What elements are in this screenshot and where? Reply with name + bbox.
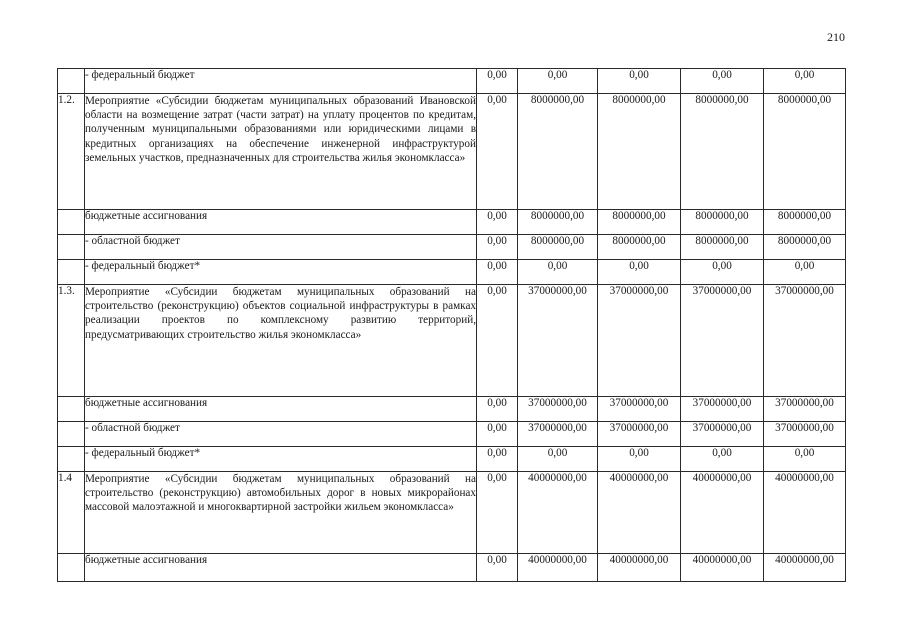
table-row [58, 554, 846, 582]
row-description-cell: - федеральный бюджет* [85, 260, 477, 285]
value-cell-col-4: 0,00 [681, 69, 764, 94]
row-number-cell [58, 210, 85, 235]
table-row [58, 422, 846, 447]
value-cell-col-1: 0,00 [477, 397, 518, 422]
value-cell-col-5: 0,00 [764, 69, 846, 94]
value-cell-col-5: 0,00 [764, 260, 846, 285]
value-cell-col-1: 0,00 [477, 69, 518, 94]
row-description-cell: - областной бюджет [85, 422, 477, 447]
row-description-cell: Мероприятие «Субсидии бюджетам муниципальных образований Ивановской области на возмещение затрат (части затрат) на уплату процентов по кредитам, полученным муниципальными образованиями или юридическими лицами в кредитных организациях на обеспечение инженерной инфраструктурой земельных участков, предназначенных для строительства жилья экономкласса» [85, 94, 477, 210]
value-cell-col-2: 0,00 [518, 447, 598, 472]
value-cell-col-3: 40000000,00 [598, 554, 681, 582]
row-description-cell: бюджетные ассигнования [85, 397, 477, 422]
row-description-cell: бюджетные ассигнования [85, 554, 477, 582]
row-description-cell: - областной бюджет [85, 235, 477, 260]
value-cell-col-2: 0,00 [518, 260, 598, 285]
row-description-cell: бюджетные ассигнования [85, 210, 477, 235]
value-cell-col-3: 8000000,00 [598, 210, 681, 235]
value-cell-col-1: 0,00 [477, 472, 518, 554]
row-description-cell: - федеральный бюджет* [85, 447, 477, 472]
value-cell-col-1: 0,00 [477, 554, 518, 582]
value-cell-col-4: 8000000,00 [681, 235, 764, 260]
value-cell-col-2: 0,00 [518, 69, 598, 94]
budget-table [57, 68, 846, 582]
row-number-cell [58, 260, 85, 285]
table-row [58, 260, 846, 285]
table-row [58, 210, 846, 235]
table-row [58, 397, 846, 422]
value-cell-col-3: 37000000,00 [598, 422, 681, 447]
table-row [58, 94, 846, 210]
value-cell-col-1: 0,00 [477, 447, 518, 472]
value-cell-col-1: 0,00 [477, 94, 518, 210]
table-row [58, 285, 846, 397]
value-cell-col-4: 8000000,00 [681, 210, 764, 235]
value-cell-col-3: 8000000,00 [598, 94, 681, 210]
value-cell-col-3: 0,00 [598, 69, 681, 94]
value-cell-col-5: 40000000,00 [764, 472, 846, 554]
value-cell-col-2: 37000000,00 [518, 285, 598, 397]
value-cell-col-1: 0,00 [477, 260, 518, 285]
row-number-cell [58, 422, 85, 447]
value-cell-col-1: 0,00 [477, 235, 518, 260]
value-cell-col-5: 8000000,00 [764, 235, 846, 260]
value-cell-col-3: 37000000,00 [598, 397, 681, 422]
value-cell-col-5: 37000000,00 [764, 422, 846, 447]
row-description-cell: - федеральный бюджет [85, 69, 477, 94]
value-cell-col-3: 0,00 [598, 260, 681, 285]
value-cell-col-4: 37000000,00 [681, 397, 764, 422]
row-number-cell [58, 447, 85, 472]
row-number-cell: 1.3. [58, 285, 85, 397]
table-row [58, 447, 846, 472]
row-number-cell [58, 235, 85, 260]
value-cell-col-5: 0,00 [764, 447, 846, 472]
value-cell-col-4: 40000000,00 [681, 472, 764, 554]
value-cell-col-4: 0,00 [681, 260, 764, 285]
page-number: 210 [827, 30, 845, 44]
value-cell-col-3: 37000000,00 [598, 285, 681, 397]
table-row [58, 69, 846, 94]
value-cell-col-2: 8000000,00 [518, 235, 598, 260]
value-cell-col-4: 37000000,00 [681, 422, 764, 447]
value-cell-col-4: 0,00 [681, 447, 764, 472]
value-cell-col-2: 40000000,00 [518, 472, 598, 554]
value-cell-col-2: 37000000,00 [518, 422, 598, 447]
value-cell-col-4: 8000000,00 [681, 94, 764, 210]
value-cell-col-2: 40000000,00 [518, 554, 598, 582]
table-row [58, 472, 846, 554]
value-cell-col-4: 37000000,00 [681, 285, 764, 397]
value-cell-col-5: 37000000,00 [764, 397, 846, 422]
row-number-cell: 1.2. [58, 94, 85, 210]
table-row [58, 235, 846, 260]
row-number-cell [58, 397, 85, 422]
value-cell-col-5: 8000000,00 [764, 210, 846, 235]
value-cell-col-3: 8000000,00 [598, 235, 681, 260]
value-cell-col-5: 8000000,00 [764, 94, 846, 210]
row-description-cell: Мероприятие «Субсидии бюджетам муниципальных образований на строительство (реконструкцию) объектов социальной инфраструктуры в рамках реализации проектов по комплексному развитию территорий, предусматривающих строительство жилья экономкласса» [85, 285, 477, 397]
row-description-cell: Мероприятие «Субсидии бюджетам муниципальных образований на строительство (реконструкцию) автомобильных дорог в новых микрорайонах массовой малоэтажной и многоквартирной застройки жильем экономкласса» [85, 472, 477, 554]
value-cell-col-1: 0,00 [477, 285, 518, 397]
value-cell-col-2: 8000000,00 [518, 210, 598, 235]
value-cell-col-3: 0,00 [598, 447, 681, 472]
value-cell-col-4: 40000000,00 [681, 554, 764, 582]
value-cell-col-2: 8000000,00 [518, 94, 598, 210]
value-cell-col-5: 40000000,00 [764, 554, 846, 582]
row-number-cell [58, 554, 85, 582]
value-cell-col-5: 37000000,00 [764, 285, 846, 397]
value-cell-col-2: 37000000,00 [518, 397, 598, 422]
row-number-cell [58, 69, 85, 94]
value-cell-col-1: 0,00 [477, 210, 518, 235]
value-cell-col-3: 40000000,00 [598, 472, 681, 554]
value-cell-col-1: 0,00 [477, 422, 518, 447]
row-number-cell: 1.4 [58, 472, 85, 554]
